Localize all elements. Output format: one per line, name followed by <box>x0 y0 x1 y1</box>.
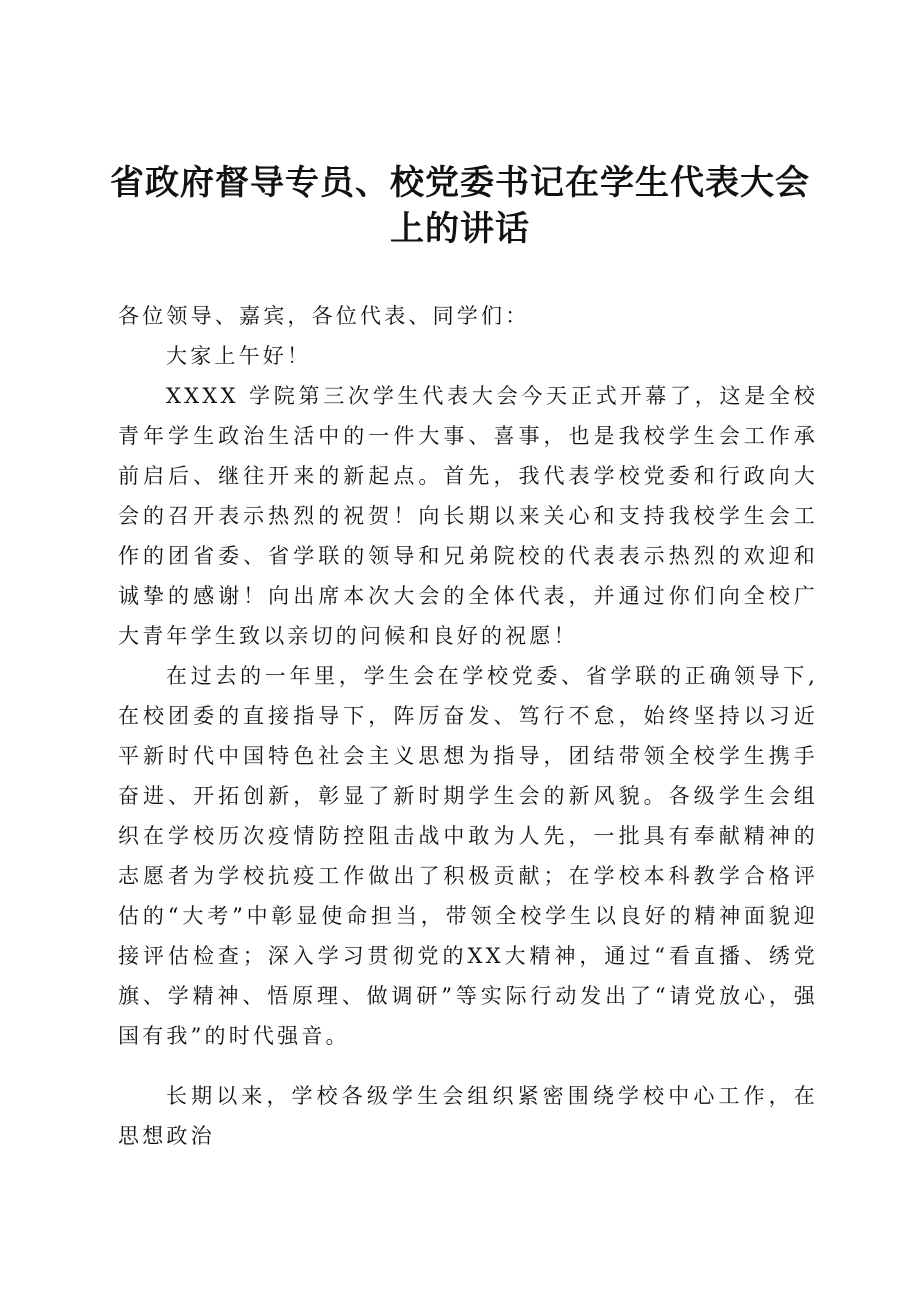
document-title <box>110 160 810 252</box>
document-body <box>118 296 818 1156</box>
title-line-2: 上的讲话 <box>390 209 530 249</box>
title-line-1: 省政府督导专员、校党委书记在学生代表大会 <box>110 163 810 203</box>
paragraph-1: XXXX 学院第三次学生代表大会今天正式开幕了，这是全校青年学生政治生活中的一件大事、喜事，也是我校学生会工作承前启后、继往开来的新起点。首先，我代表学校党委和行政向大会的召开表示热烈的祝贺！向长期以来关心和支持我校学生会工作的团省委、省学联的领导和兄弟院校的代表表示热烈的欢迎和诚挚的感谢！向出席本次大会的全体代表，并通过你们向全校广大青年学生致以亲切的问候和良好的祝愿！ <box>118 384 818 648</box>
salutation: 各位领导、嘉宾，各位代表、同学们： <box>118 304 530 328</box>
paragraph-2: 在过去的一年里，学生会在学校党委、省学联的正确领导下,在校团委的直接指导下，阵厉奋发、笃行不怠，始终坚持以习近平新时代中国特色社会主义思想为指导，团结带领全校学生携手奋进、开拓创新，彰显了新时期学生会的新风貌。各级学生会组织在学校历次疫情防控阻击战中敢为人先，一批具有奉献精神的志愿者为学校抗疫工作做出了积极贡献；在学校本科教学合格评估的“大考”中彰显使命担当，带领全校学生以良好的精神面貌迎接评估检查；深入学习贯彻党的XX大精神，通过“看直播、绣党旗、学精神、悟原理、做调研”等实际行动发出了“请党放心，强国有我”的时代强音。 <box>118 664 818 1048</box>
greeting: 大家上午好！ <box>166 344 312 368</box>
paragraph-3: 长期以来，学校各级学生会组织紧密围绕学校中心工作，在思想政治 <box>118 1084 818 1148</box>
